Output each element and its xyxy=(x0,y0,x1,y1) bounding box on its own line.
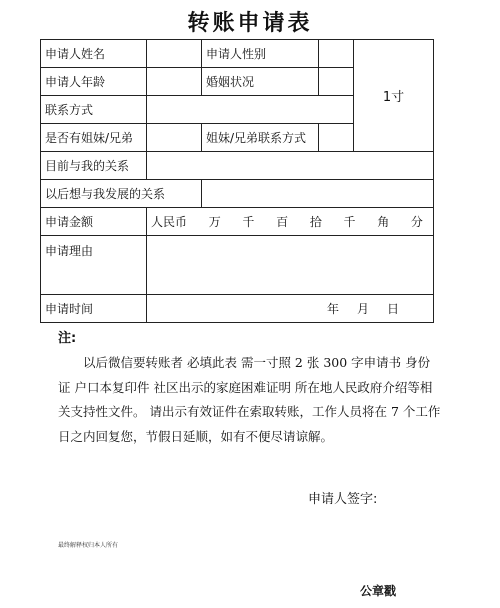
contact-label: 联系方式 xyxy=(41,96,147,124)
page-title: 转账申请表 xyxy=(187,11,313,36)
amount-unit: 千 xyxy=(242,215,255,229)
reason-label: 申请理由 xyxy=(41,236,147,295)
age-field[interactable] xyxy=(147,68,202,96)
relation-future-field[interactable] xyxy=(202,180,434,208)
amount-unit: 千 xyxy=(343,215,356,229)
marital-field[interactable] xyxy=(319,68,354,96)
sibling-contact-label: 姐妹/兄弟联系方式 xyxy=(202,124,319,152)
reason-field[interactable] xyxy=(147,236,434,295)
amount-unit: 万 xyxy=(208,215,221,229)
relation-future-label: 以后想与我发展的关系 xyxy=(41,180,202,208)
gender-field[interactable] xyxy=(319,40,354,68)
day-unit: 日 xyxy=(386,302,399,316)
amount-unit: 分 xyxy=(410,215,423,229)
gender-label: 申请人性别 xyxy=(202,40,319,68)
seal-label: 公章戳 xyxy=(360,584,397,598)
amount-label: 申请金额 xyxy=(41,208,147,236)
time-field[interactable] xyxy=(147,295,434,323)
name-label: 申请人姓名 xyxy=(41,40,147,68)
month-unit: 月 xyxy=(356,302,369,316)
age-label: 申请人年龄 xyxy=(41,68,147,96)
time-label: 申请时间 xyxy=(41,295,147,323)
note-label: 注: xyxy=(58,331,77,346)
rights-text: 最终解释权归本人所有 xyxy=(58,542,119,549)
signature-label: 申请人签字: xyxy=(308,492,378,507)
amount-unit: 百 xyxy=(276,215,289,229)
sibling-contact-field[interactable] xyxy=(319,124,354,152)
photo-box: 1寸 xyxy=(354,40,434,152)
amount-field[interactable] xyxy=(147,208,434,236)
year-unit: 年 xyxy=(326,302,339,316)
name-field[interactable] xyxy=(147,40,202,68)
amount-unit: 拾 xyxy=(309,215,322,229)
sibling-field[interactable] xyxy=(147,124,202,152)
amount-unit: 角 xyxy=(377,215,390,229)
amount-unit: 人民币 xyxy=(151,215,188,229)
application-form-table xyxy=(40,39,434,323)
contact-field[interactable] xyxy=(147,96,354,124)
sibling-label: 是否有姐妹/兄弟 xyxy=(41,124,147,152)
relation-now-field[interactable] xyxy=(147,152,434,180)
relation-now-label: 目前与我的关系 xyxy=(41,152,147,180)
note-body xyxy=(58,351,442,449)
marital-label: 婚姻状况 xyxy=(202,68,319,96)
note-text: 以后微信要转账者 必填此表 需一寸照 2 张 300 字申请书 身份证 户口本复印件 社区出示的家庭困难证明 所在地人民政府介绍等相关支持性文件。 请出示有效证件在索取转账，工作人员将在 7 个工作日之内回复您，节假日延顺，如有不便尽请谅解。 xyxy=(58,355,441,444)
